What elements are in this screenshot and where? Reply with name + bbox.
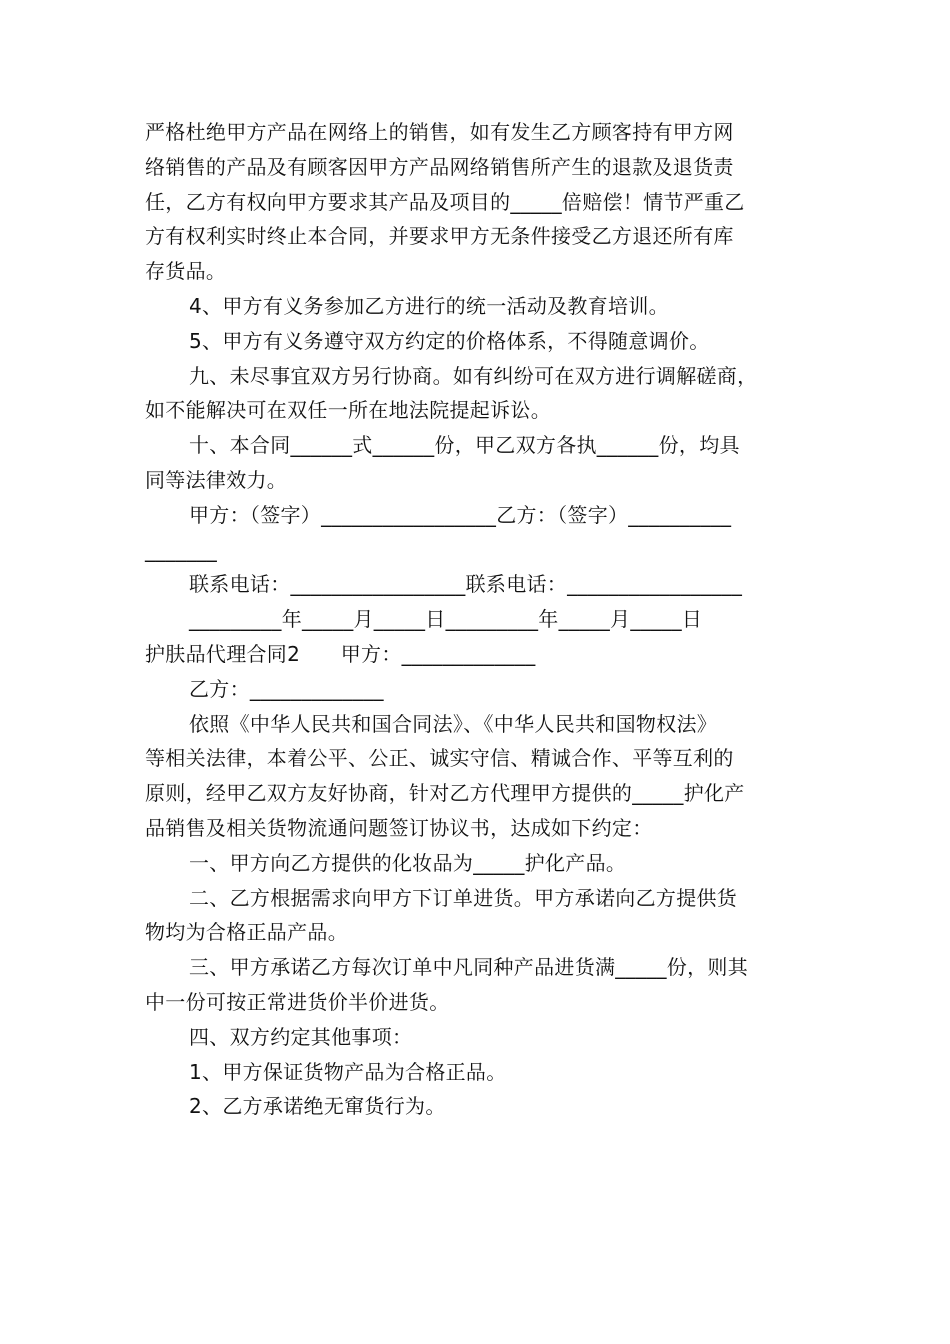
text-line: 十、本合同______式______份，甲乙双方各执______份，均具 [189,433,740,458]
text-line: 护肤品代理合同2 甲方：_____________ [145,641,536,666]
text-line: 一、甲方向乙方提供的化妆品为_____护化产品。 [189,850,627,875]
text-line: 2、乙方承诺绝无窜货行为。 [189,1094,446,1119]
text-line: 如不能解决可在双任一所在地法院提起诉讼。 [145,398,551,423]
text-line: _________年_____月_____日_________年_____月_____日 [189,607,703,632]
text-line: 1、甲方保证货物产品为合格正品。 [189,1059,507,1084]
document-page [145,115,825,1124]
text-line: 四、双方约定其他事项： [189,1024,413,1049]
text-line: 物均为合格正品产品。 [145,920,348,945]
text-line: 二、乙方根据需求向甲方下订单进货。甲方承诺向乙方提供货 [189,885,738,910]
text-line: 乙方：_____________ [189,676,384,701]
text-line: _______ [145,537,218,562]
text-line: 中一份可按正常进货价半价进货。 [145,989,450,1014]
text-line: 等相关法律，本着公平、公正、诚实守信、精诚合作、平等互利的 [145,746,734,771]
text-line: 4、甲方有义务参加乙方进行的统一活动及教育培训。 [189,293,669,318]
text-line: 依照《中华人民共和国合同法》、《中华人民共和国物权法》 [189,711,718,736]
text-line: 同等法律效力。 [145,467,288,492]
text-line: 任，乙方有权向甲方要求其产品及项目的_____倍赔偿！情节严重乙 [145,189,745,214]
text-line: 联系电话：_________________联系电话：_________________ [189,572,743,597]
text-line: 络销售的产品及有顾客因甲方产品网络销售所产生的退款及退货责 [145,154,734,179]
text-line: 存货品。 [145,259,227,284]
text-line: 甲方：（签字）_________________乙方：（签字）__________ [189,502,732,527]
text-line: 严格杜绝甲方产品在网络上的销售，如有发生乙方顾客持有甲方网 [145,120,734,144]
text-line: 5、甲方有义务遵守双方约定的价格体系，不得随意调价。 [189,328,710,353]
text-line: 三、甲方承诺乙方每次订单中凡同种产品进货满_____份，则其 [189,955,748,980]
text-line: 九、未尽事宜双方另行协商。如有纠纷可在双方进行调解磋商， [189,363,758,388]
text-line: 原则，经甲乙双方友好协商，针对乙方代理甲方提供的_____护化产 [145,781,745,806]
text-line: 方有权利实时终止本合同，并要求甲方无条件接受乙方退还所有库 [145,224,734,249]
text-line: 品销售及相关货物流通问题签订协议书，达成如下约定： [145,815,653,840]
